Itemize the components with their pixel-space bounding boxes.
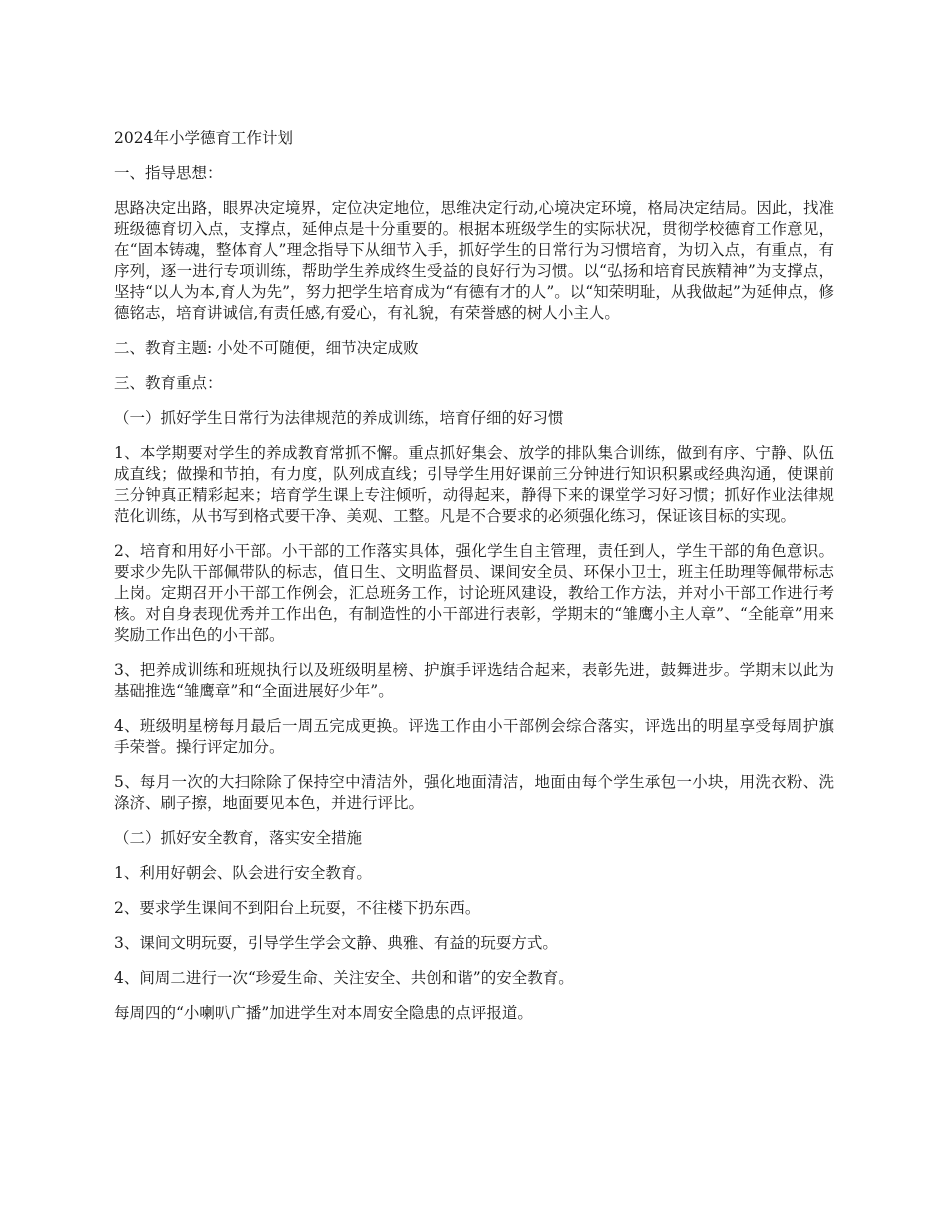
- list-item-habits-5: 5、每月一次的大扫除除了保持空中清洁外，强化地面清洁，地面由每个学生承包一小块，用洗衣粉、洗涤济、刷子擦，地面要见本色，并进行评比。: [114, 773, 834, 812]
- list-item-safety-3: 3、课间文明玩耍，引导学生学会文静、典雅、有益的玩耍方式。: [114, 934, 558, 952]
- subsection-heading-safety: （二）抓好安全教育，落实安全措施: [114, 829, 363, 847]
- list-item-safety-2: 2、要求学生课间不到阳台上玩耍，不往楼下扔东西。: [114, 899, 481, 917]
- paragraph-guiding-thought: 思路决定出路，眼界决定境界，定位决定地位，思维决定行动,心境决定环境，格局决定结局。因此，找准班级德育切入点，支撑点，延伸点是十分重要的。根据本班级学生的实际状况，贯彻学校德育工作意见，在“固本铸魂，整体育人”理念指导下从细节入手，抓好学生的日常行为习惯培育，为切入点，有重点，有序列，逐一进行专项训练，帮助学生养成终生受益的良好行为习惯。以“弘扬和培育民族精神”为支撑点，坚持“以人为本,育人为先”，努力把学生培育成为“有德有才的人”。以“知荣明耻，从我做起”为延伸点，修德铭志，培育讲诚信,有责任感,有爱心，有礼貌，有荣誉感的树人小主人。: [114, 199, 834, 322]
- list-item-habits-4: 4、班级明星榜每月最后一周五完成更换。评选工作由小干部例会综合落实，评选出的明星享受每周护旗手荣誉。操行评定加分。: [114, 717, 834, 756]
- document-body: [114, 128, 834, 1038]
- section-heading-guiding-thought: 一、指导思想：: [114, 164, 223, 182]
- document-title: 2024年小学德育工作计划: [114, 129, 293, 147]
- list-item-habits-3: 3、把养成训练和班规执行以及班级明星榜、护旗手评选结合起来，表彰先进，鼓舞进步。学期末以此为基础推选“雏鹰章”和“全面进展好少年”。: [114, 661, 834, 700]
- list-item-habits-2: 2、培育和用好小干部。小干部的工作落实具体，强化学生自主管理，责任到人，学生干部的角色意识。要求少先队干部佩带队的标志，值日生、文明监督员、课间安全员、环保小卫士，班主任助理等佩带标志上岗。定期召开小干部工作例会，汇总班务工作，讨论班风建设，教给工作方法，并对小干部工作进行考核。对自身表现优秀并工作出色，有制造性的小干部进行表彰，学期末的“雏鹰小主人章”、“全能章”用来奖励工作出色的小干部。: [114, 542, 834, 644]
- paragraph-safety-closing: 每周四的“小喇叭广播”加进学生对本周安全隐患的点评报道。: [114, 1004, 533, 1022]
- list-item-habits-1: 1、本学期要对学生的养成教育常抓不懈。重点抓好集会、放学的排队集合训练，做到有序、宁静、队伍成直线；做操和节拍，有力度，队列成直线；引导学生用好课前三分钟进行知识积累或经典沟通，使课前三分钟真正精彩起来；培育学生课上专注倾听，动得起来，静得下来的课堂学习好习惯；抓好作业法律规范化训练，从书写到格式要干净、美观、工整。凡是不合要求的必须强化练习，保证该目标的实现。: [114, 444, 834, 525]
- list-item-safety-4: 4、间周二进行一次“珍爱生命、关注安全、共创和谐”的安全教育。: [114, 969, 574, 987]
- section-heading-education-focus: 三、教育重点：: [114, 374, 223, 392]
- section-heading-education-theme: 二、教育主题: 小处不可随便，细节决定成败: [114, 339, 419, 357]
- list-item-safety-1: 1、利用好朝会、队会进行安全教育。: [114, 864, 372, 882]
- subsection-heading-habits: （一）抓好学生日常行为法律规范的养成训练，培育仔细的好习惯: [114, 409, 564, 427]
